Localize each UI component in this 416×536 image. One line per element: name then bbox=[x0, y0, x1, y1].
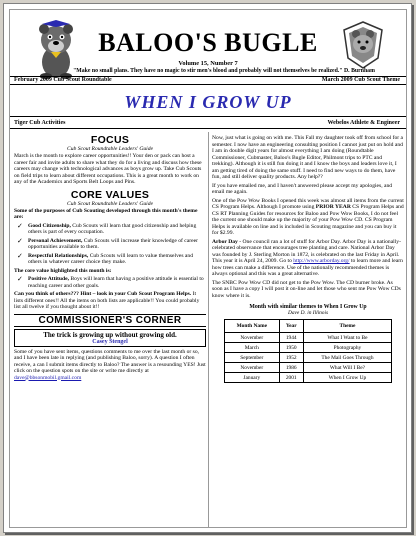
arbor-day-text-2: to learn more and learn how trees can make a difference. Use of the nationally recommended themes is always optional and this was a great alternative. bbox=[212, 258, 403, 277]
table-cell: Photography bbox=[303, 343, 391, 353]
closing-bold: Can you think of others??? Hint – look in your Cub Scout Program Helps. bbox=[14, 291, 192, 297]
focus-heading: FOCUS bbox=[90, 134, 130, 146]
theme-title: WHEN I GROW UP bbox=[124, 92, 292, 112]
table-cell: March bbox=[225, 343, 280, 353]
highlight-intro-text: The core value highlighted this month is: bbox=[14, 267, 112, 274]
themes-table-title: Month with similar themes to When I Grow Up bbox=[249, 304, 367, 310]
roundtable-label: February 2009 Cub Scout Roundtable bbox=[14, 77, 112, 83]
table-row bbox=[225, 373, 392, 383]
corner-body bbox=[14, 349, 206, 382]
core-value-text: Cub Scouts will increase their knowledge of career opportunities available to them. bbox=[28, 237, 198, 250]
table-cell: When I Grow Up bbox=[303, 373, 391, 383]
column-header: Year bbox=[279, 320, 303, 333]
cd-paragraph: The SNBC Pow Wow CD did not get to the Pow Wow. The CD burner broke. As soon as I have a copy I will post it on-line and let those who sent me Pow Wow CDs know where it is. bbox=[212, 279, 401, 299]
masthead-quote bbox=[42, 68, 406, 74]
editor-note-paragraph: Now, just what is going on with me. This Fall my daughter took off from school for a semester. I now have an engineering consulting position I cannot just put on hold and I am in double digit years for almost everything I am doing (Roundtable Commissioner, Cubmaster, Baloo's Bugle Editor, Philmont trips to PTC and trekking). Although it is still fun doing it and I know the boys and leaders love it, I am getting tired of doing the same stuff. I need to find new ways to do them, have fun, and still deliver quality products. Any help?? bbox=[212, 135, 403, 180]
core-value-text: Cub Scouts will learn that good citizenship and helping others is part of every occupation. bbox=[28, 222, 197, 235]
checkmark-icon: ✓ bbox=[17, 251, 23, 260]
closing-text: It lists different ones!! All the items on both lists are applicable!! You could probably list all twelve if you thought about it!! bbox=[14, 291, 200, 310]
highlight-text: Boys will learn that having a positive attitude is essential to reaching career and other goals. bbox=[28, 276, 204, 289]
left-column bbox=[14, 134, 206, 526]
arbor-day-text-1: - One council ran a lot of stuff for Arbor Day. Arbor Day is a nationally-celebrated observance that encourages tree planting and care. National Arbor Day was founded by J. Sterling Morton in 1872, is celebrated on the last Friday in April. This year it is April 24, 2009. Go to bbox=[212, 238, 401, 264]
list-item bbox=[14, 276, 206, 289]
table-row bbox=[225, 363, 392, 373]
prior-year-emphasis: PRIOR YEAR bbox=[315, 204, 351, 210]
email-link[interactable]: dave@bbsonmobil.gmail.com bbox=[14, 374, 82, 381]
quote-author: D. Burnham bbox=[343, 68, 375, 74]
volume-number: Volume 15, Number 7 bbox=[178, 60, 238, 67]
theme-month-label: March 2009 Cub Scout Theme bbox=[321, 77, 400, 83]
table-cell: What Will I Be? bbox=[303, 363, 391, 373]
core-value-label: Personal Achievement, bbox=[28, 237, 83, 244]
table-cell: November bbox=[225, 333, 280, 343]
pow-wow-text-2: CS Program Helps and CS RT Planning Guides for resources for Baloo and Pow Wow Books, I do not feel the current one should make up the majority of your Pow Wow CD. CS Program Helps is available on line and is included in Scouting magazine and you can buy it for $2.99. bbox=[212, 204, 404, 236]
webelos-label: Webelos Athlete & Engineer bbox=[327, 120, 400, 126]
column-header: Theme bbox=[303, 320, 391, 333]
similar-themes-table bbox=[224, 319, 392, 383]
arbor-day-paragraph bbox=[212, 239, 404, 278]
page-frame bbox=[9, 9, 407, 528]
subheader-divider bbox=[10, 128, 406, 129]
list-item bbox=[14, 238, 206, 251]
corner-divider-bottom bbox=[14, 326, 206, 327]
pow-wow-text-1: One of the Pow Wow Books I opened this week was almost all items from the current CS Program Helps. Although I promote using bbox=[212, 197, 404, 210]
core-values-list bbox=[14, 223, 206, 266]
apology-paragraph: If you have emailed me, and I haven't answered please accept my apologies, and email me again. bbox=[212, 182, 393, 195]
table-row bbox=[225, 353, 392, 363]
trick-quote-author: Casey Stengel bbox=[92, 338, 128, 345]
theme-divider bbox=[10, 116, 406, 117]
table-cell: 1944 bbox=[279, 333, 303, 343]
column-divider bbox=[208, 132, 209, 528]
table-cell: 1986 bbox=[279, 363, 303, 373]
checkmark-icon: ✓ bbox=[17, 275, 23, 283]
trick-quote: The trick is growing up without growing old. bbox=[43, 330, 177, 339]
table-cell: November bbox=[225, 363, 280, 373]
column-header: Month Name bbox=[225, 320, 280, 333]
table-row bbox=[225, 343, 392, 353]
header-divider-bottom bbox=[10, 84, 406, 85]
table-cell: What I Want to Be bbox=[303, 333, 391, 343]
table-cell: 1950 bbox=[279, 343, 303, 353]
table-cell: The Mail Goes Through bbox=[303, 353, 391, 363]
highlight-label: Positive Attitude, bbox=[28, 276, 70, 282]
core-values-closing bbox=[14, 291, 206, 311]
core-values-intro-text: Some of the purposes of Cub Scouting developed through this month's theme are: bbox=[14, 207, 198, 220]
table-cell: January bbox=[225, 373, 280, 383]
highlight-list bbox=[14, 276, 206, 289]
document-page bbox=[3, 3, 412, 533]
themes-table-subtitle: Dave D. in Illinois bbox=[287, 310, 329, 316]
table-cell: September bbox=[225, 353, 280, 363]
arbor-day-link[interactable]: http://www.arborday.org/ bbox=[293, 258, 350, 264]
quote-box bbox=[14, 329, 206, 347]
right-column bbox=[212, 134, 404, 526]
table-row bbox=[225, 333, 392, 343]
arbor-day-label: Arbor Day bbox=[212, 238, 238, 245]
corner-body-text: Some of you have sent items, questions comments to me over the last month or so, and I have been late in replying (and publishing Baloo, sorry). A question I often receive, a can I submit items directly to Baloo? The answer is a resounding YES! Just click on the question spots on the site or write me directly at bbox=[14, 348, 206, 374]
focus-source: Cub Scout Roundtable Leaders' Guide bbox=[66, 146, 154, 152]
table-cell: 2001 bbox=[279, 373, 303, 383]
checkmark-icon: ✓ bbox=[17, 221, 23, 230]
table-cell: 1952 bbox=[279, 353, 303, 363]
core-value-label: Respectful Relationships, bbox=[28, 252, 89, 259]
list-item bbox=[14, 253, 206, 266]
checkmark-icon: ✓ bbox=[17, 236, 23, 245]
commissioners-corner-heading: COMMISSIONER'S CORNER bbox=[38, 314, 182, 326]
list-item bbox=[14, 223, 206, 236]
highlight-intro bbox=[14, 268, 206, 275]
tiger-cub-label: Tiger Cub Activities bbox=[14, 120, 66, 126]
core-value-label: Good Citizenship, bbox=[28, 222, 71, 229]
focus-body: March is the month to explore career opportunities!! Your den or pack can host a career fair and invite adults to share what they do for a living and discuss how these careers may change with technological advances as boys grow up. Take Cub Scouts on field trips to learn about different occupations. This is a great month to work on any of the Academics and Sports Belt Loops and Pins. bbox=[14, 153, 202, 185]
core-values-intro bbox=[14, 208, 206, 221]
quote-text: "Make no small plans. They have no magic to stir men's blood and probably will not themselves be realized." bbox=[73, 68, 343, 74]
core-values-source: Cub Scout Roundtable Leaders' Guide bbox=[66, 200, 154, 207]
core-values-heading: CORE VALUES bbox=[70, 188, 150, 201]
core-value-text: Cub Scouts will learn to value themselves and others in whatever career choice they make. bbox=[28, 252, 194, 265]
newsletter-title: BALOO'S BUGLE bbox=[98, 28, 318, 57]
table-header-row bbox=[225, 320, 392, 333]
pow-wow-paragraph bbox=[212, 198, 404, 237]
